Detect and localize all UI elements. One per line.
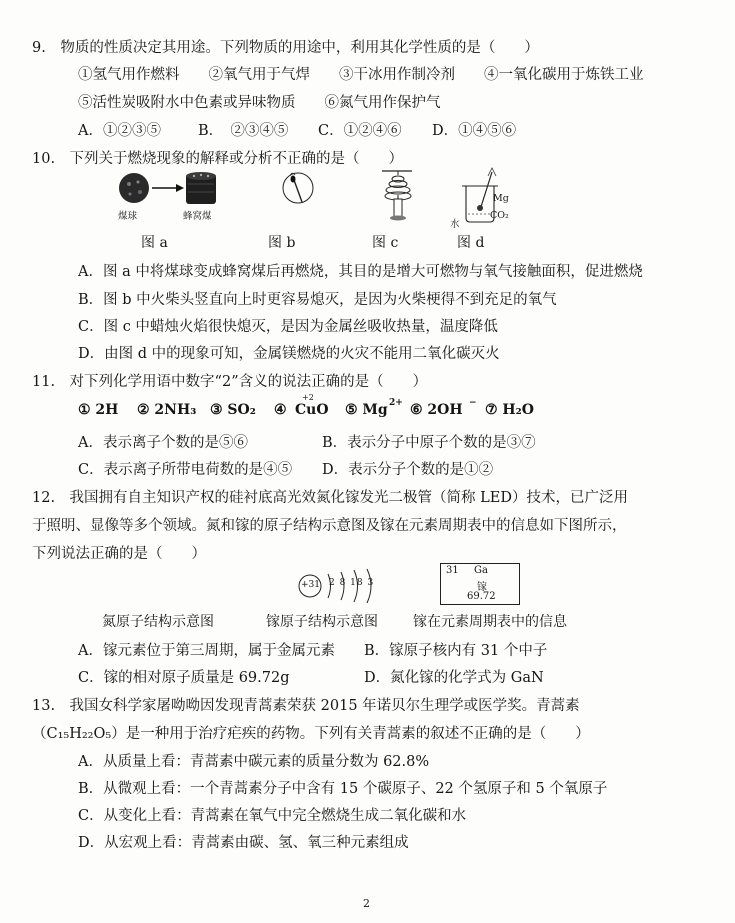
water-label: 水 bbox=[450, 219, 460, 230]
q10-option-c: C．图 c 中蜡烛火焰很快熄灭，是因为金属丝吸收热量，温度降低 bbox=[78, 319, 498, 335]
q11-symbol-7: ⑦ H₂O bbox=[485, 402, 534, 418]
q12-option-a: A．镓元素位于第三周期，属于金属元素 bbox=[78, 643, 335, 659]
q10-stem: 10. 下列关于燃烧现象的解释或分析不正确的是（ ） bbox=[32, 151, 404, 167]
figure-c-caption: 图 c bbox=[372, 235, 399, 251]
q9-option-a: A．①②③⑤ bbox=[78, 123, 161, 139]
q11-symbol-6-charge: − bbox=[469, 398, 477, 408]
figure-d-caption: 图 d bbox=[457, 235, 485, 251]
ga-atomic-mass: 69.72 bbox=[467, 591, 496, 602]
q12-option-b: B．镓原子核内有 31 个中子 bbox=[364, 643, 548, 659]
coal-ball-label: 煤球 bbox=[118, 211, 138, 222]
honeycomb-coal-icon bbox=[186, 172, 216, 204]
q12-stem-line3: 下列说法正确的是（ ） bbox=[32, 546, 206, 562]
ga-electron-shells: 2 8 18 3 bbox=[329, 578, 375, 588]
page-number: 2 bbox=[363, 897, 370, 910]
q13-option-a: A．从质量上看：青蒿素中碳元素的质量分数为 62.8% bbox=[78, 754, 430, 770]
figure-c-candle-coil-icon bbox=[376, 165, 420, 227]
q11-symbol-6: ⑥ 2OH bbox=[410, 402, 463, 418]
q11-symbol-5: ⑤ Mg bbox=[345, 402, 388, 418]
q13-stem-line1: 13. 我国女科学家屠呦呦因发现青蒿素荣获 2015 年诺贝尔生理学或医学奖。青蒿素 bbox=[32, 698, 580, 714]
q9-option-c: C．①②④⑥ bbox=[318, 123, 402, 139]
figure-b-caption: 图 b bbox=[268, 235, 296, 251]
q13-option-b: B．从微观上看：一个青蒿素分子中含有 15 个碳原子、22 个氢原子和 5 个氧原子 bbox=[78, 781, 608, 797]
q9-stem: 9. 物质的性质决定其用途。下列物质的用途中，利用其化学性质的是（ ） bbox=[32, 40, 539, 56]
coal-ball-icon bbox=[119, 173, 149, 203]
ga-symbol: Ga bbox=[474, 565, 488, 576]
co2-label: CO₂ bbox=[490, 210, 509, 221]
q12-stem-line1: 12. 我国拥有自主知识产权的硅衬底高光效氮化镓发光二极管（简称 LED）技术，已广泛用 bbox=[32, 490, 629, 506]
q13-stem-line2: （C₁₅H₂₂O₅）是一种用于治疗疟疾的药物。下列有关青蒿素的叙述不正确的是（ ） bbox=[32, 726, 590, 742]
q11-option-b: B．表示分子中原子个数的是③⑦ bbox=[322, 435, 536, 451]
q11-symbol-3: ③ SO₂ bbox=[210, 402, 256, 418]
q11-symbol-2: ② 2NH₃ bbox=[137, 402, 197, 418]
n-atom-caption: 氮原子结构示意图 bbox=[102, 614, 214, 630]
mg-label: Mg bbox=[493, 193, 509, 204]
q13-option-d: D．从宏观上看：青蒿素由碳、氢、氧三种元素组成 bbox=[78, 835, 409, 851]
q9-items-line1: ①氢气用作燃料 ②氧气用于气焊 ③干冰用作制冷剂 ④一氧化碳用于炼铁工业 bbox=[78, 67, 644, 83]
ga-atomic-number: 31 bbox=[446, 565, 459, 576]
figure-a-caption: 图 a bbox=[141, 235, 168, 251]
q11-option-d: D．表示分子个数的是①② bbox=[322, 462, 494, 478]
arrow-right-icon bbox=[152, 184, 184, 192]
ga-periodic-caption: 镓在元素周期表中的信息 bbox=[413, 614, 567, 630]
honeycomb-coal-label: 蜂窝煤 bbox=[183, 211, 212, 222]
q9-option-b: B． ②③④⑤ bbox=[198, 123, 289, 139]
q11-symbol-4-formula: CuO bbox=[295, 402, 329, 418]
q12-stem-line2: 于照明、显像等多个领域。氮和镓的原子结构示意图及镓在元素周期表中的信息如下图所示， bbox=[32, 518, 627, 534]
q11-symbol-5-charge: 2+ bbox=[389, 398, 403, 408]
q11-symbol-4-marker: ④ bbox=[274, 402, 287, 418]
q11-option-c: C．表示离子所带电荷数的是④⑤ bbox=[78, 462, 293, 478]
q11-stem: 11. 对下列化学用语中数字“2”含义的说法正确的是（ ） bbox=[32, 374, 428, 390]
ga-element-name: 镓 bbox=[477, 582, 487, 593]
q9-items-line2: ⑤活性炭吸附水中色素或异味物质 ⑥氮气用作保护气 bbox=[78, 95, 441, 111]
q10-option-b: B．图 b 中火柴头竖直向上时更容易熄灭，是因为火柴梗得不到充足的氧气 bbox=[78, 292, 557, 308]
q10-option-d: D．由图 d 中的现象可知，金属镁燃烧的火灾不能用二氧化碳灭火 bbox=[78, 346, 500, 362]
q11-symbol-1: ① 2H bbox=[78, 402, 119, 418]
q11-valence-mark: +2 bbox=[302, 393, 314, 402]
q11-option-a: A．表示离子个数的是⑤⑥ bbox=[78, 435, 248, 451]
q13-option-c: C．从变化上看：青蒿素在氧气中完全燃烧生成二氧化碳和水 bbox=[78, 808, 467, 824]
q12-option-d: D．氮化镓的化学式为 GaN bbox=[364, 670, 544, 686]
q10-option-a: A．图 a 中将煤球变成蜂窝煤后再燃烧，其目的是增大可燃物与氧气接触面积，促进燃烧 bbox=[78, 264, 643, 280]
q9-option-d: D．①④⑤⑥ bbox=[432, 123, 517, 139]
ga-atom-caption: 镓原子结构示意图 bbox=[266, 614, 378, 630]
figure-b-match-icon bbox=[280, 172, 320, 212]
ga-nucleus-charge: +31 bbox=[301, 580, 320, 590]
q12-option-c: C．镓的相对原子质量是 69.72g bbox=[78, 670, 290, 686]
